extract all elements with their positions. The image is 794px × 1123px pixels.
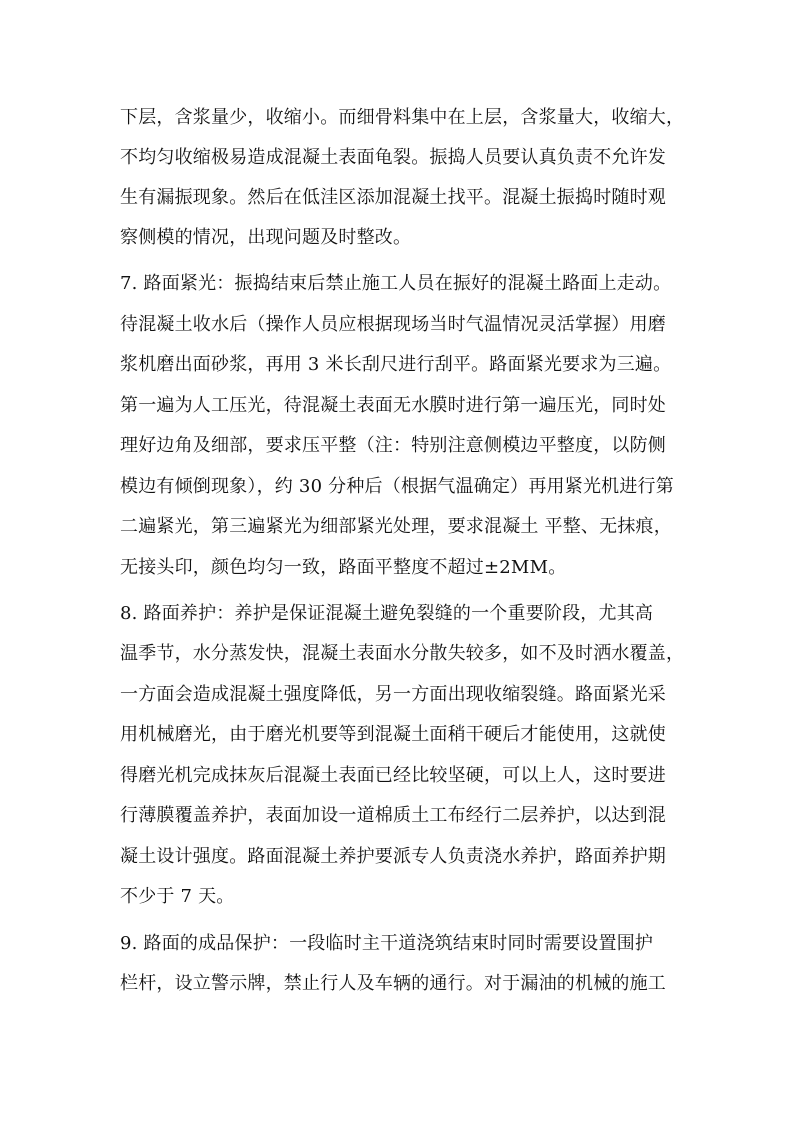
text-line: 行薄膜覆盖养护，表面加设一道棉质土工布经行二层养护，以达到混 xyxy=(120,805,666,826)
text-line: 二遍紧光，第三遍紧光为细部紧光处理，要求混凝土 平整、无抹痕， xyxy=(120,516,672,537)
text-line: 第一遍为人工压光，待混凝土表面无水膜时进行第一遍压光，同时处 xyxy=(120,395,666,416)
section-9-heading-line: 9. 路面的成品保护：一段临时主干道浇筑结束时同时需要设置围护 xyxy=(120,933,654,954)
section-7-heading-line: 7. 路面紧光：振捣结束后禁止施工人员在振好的混凝土路面上走动。 xyxy=(120,273,672,294)
text-line: 察侧模的情况，出现问题及时整改。 xyxy=(120,227,412,248)
text-line: 得磨光机完成抹灰后混凝土表面已经比较坚硬，可以上人，这时要进 xyxy=(120,765,666,786)
text-line: 用机械磨光，由于磨光机要等到混凝土面稍干硬后才能使用，这就使 xyxy=(120,724,666,745)
text-line: 凝土设计强度。路面混凝土养护要派专人负责浇水养护，路面养护期 xyxy=(120,846,666,867)
text-line: 理好边角及细部，要求压平整（注：特别注意侧模边平整度，以防侧 xyxy=(120,435,666,456)
text-line: 一方面会造成混凝土强度降低，另一方面出现收缩裂缝。路面紧光采 xyxy=(120,684,666,705)
section-8-heading-line: 8. 路面养护：养护是保证混凝土避免裂缝的一个重要阶段，尤其高 xyxy=(120,603,654,624)
text-line: 栏杆，设立警示牌，禁止行人及车辆的通行。对于漏油的机械的施工 xyxy=(120,973,666,994)
text-line: 浆机磨出面砂浆，再用 3 米长刮尺进行刮平。路面紧光要求为三遍。 xyxy=(120,354,672,375)
text-line: 不少于 7 天。 xyxy=(120,886,235,907)
text-line: 模边有倾倒现象），约 30 分种后（根据气温确定）再用紧光机进行第 xyxy=(120,476,674,497)
text-line: 生有漏振现象。然后在低洼区添加混凝土找平。混凝土振捣时随时观 xyxy=(120,187,666,208)
text-line: 下层，含浆量少，收缩小。而细骨料集中在上层，含浆量大，收缩大， xyxy=(120,107,685,128)
text-line: 待混凝土收水后（操作人员应根据现场当时气温情况灵活掌握）用磨 xyxy=(120,314,666,335)
text-line: 温季节，水分蒸发快，混凝土表面水分散失较多，如不及时洒水覆盖， xyxy=(120,643,685,664)
text-line: 不均匀收缩极易造成混凝土表面龟裂。振捣人员要认真负责不允许发 xyxy=(120,147,666,168)
text-line: 无接头印，颜色均匀一致，路面平整度不超过±2MM。 xyxy=(120,557,567,578)
